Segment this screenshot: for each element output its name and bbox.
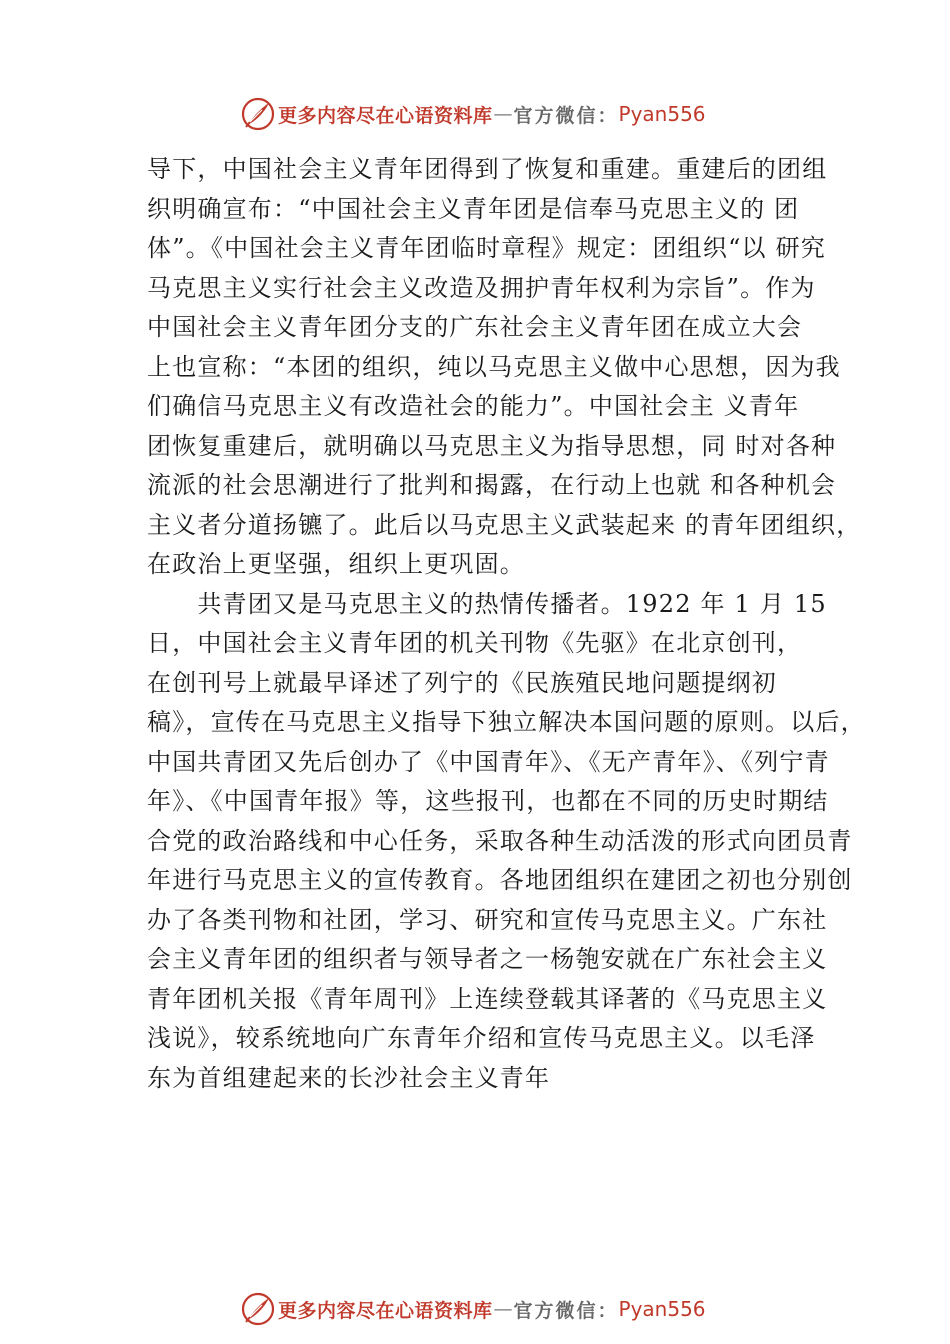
wechat-id: Pyan556 [618,102,706,126]
text-line: 体”。《中国社会主义青年团临时章程》规定：团组织“以 研究 [147,234,826,262]
quill-logo-icon [240,1291,276,1327]
text-line: 年进行马克思主义的宣传教育。各地团组织在建团之初也分别创 [147,866,853,894]
quill-logo-icon [240,96,276,132]
text-line: 织明确宣布：“中国社会主义青年团是信奉马克思主义的 团 [147,194,800,223]
wechat-id: Pyan556 [618,1297,706,1321]
text-line: 中国共青团又先后创办了《中国青年》、《无产青年》、《列宁青 [147,747,830,776]
banner-separator: — [493,103,513,125]
text-line: 共青团又是马克思主义的热情传播者。1922 年 1 月 15 [147,589,827,618]
footer-banner [240,1289,706,1329]
text-line: 东为首组建起来的长沙社会主义青年 [147,1063,551,1092]
text-line: 团恢复重建后，就明确以马克思主义为指导思想，同 时对各种 [147,431,837,460]
text-line: 主义者分道扬镳了。此后以马克思主义武装起来 的青年团组织， [147,510,862,539]
text-line: 年》、《中国青年报》等，这些报刊，也都在不同的历史时期结 [147,787,829,815]
text-line: 在创刊号上就最早译述了列宁的《民族殖民地问题提纲初 [147,668,777,697]
text-line: 合党的政治路线和中心任务，采取各种生动活泼的形式向团员青 [147,826,853,855]
brand-text: 更多内容尽在心语资料库 [278,1299,493,1322]
text-line: 们确信马克思主义有改造社会的能力”。中国社会主 义青年 [147,392,800,420]
text-line: 上也宣称：“本团的组织，纯以马克思主义做中心思想，因为我 [147,352,841,381]
text-line: 稿》，宣传在马克思主义指导下独立解决本国问题的原则。以后， [147,708,866,736]
brand-text: 更多内容尽在心语资料库 [278,104,493,127]
text-line: 导下，中国社会主义青年团得到了恢复和重建。重建后的团组 [147,155,828,183]
text-line: 青年团机关报《青年周刊》上连续登载其译著的《马克思主义 [147,984,828,1013]
text-line: 流派的社会思潮进行了批判和揭露，在行动上也就 和各种机会 [147,471,837,499]
text-line: 马克思主义实行社会主义改造及拥护青年权利为宗旨”。作为 [147,273,816,302]
wechat-label: 官方微信： [513,1299,619,1322]
wechat-label: 官方微信： [513,104,619,127]
text-line: 办了各类刊物和社团，学习、研究和宣传马克思主义。广东社 [147,905,828,934]
text-line: 日，中国社会主义青年团的机关刊物《先驱》在北京创刊， [147,629,803,657]
text-line: 会主义青年团的组织者与领导者之一杨匏安就在广东社会主义 [147,945,828,973]
banner-separator: — [493,1298,513,1320]
text-line: 中国社会主义青年团分支的广东社会主义青年团在成立大会 [147,313,803,341]
header-banner [240,94,706,134]
text-line: 在政治上更坚强，组织上更巩固。 [147,550,525,578]
document-body [147,150,866,1098]
text-line: 浅说》，较系统地向广东青年介绍和宣传马克思主义。以毛泽 [147,1024,816,1052]
